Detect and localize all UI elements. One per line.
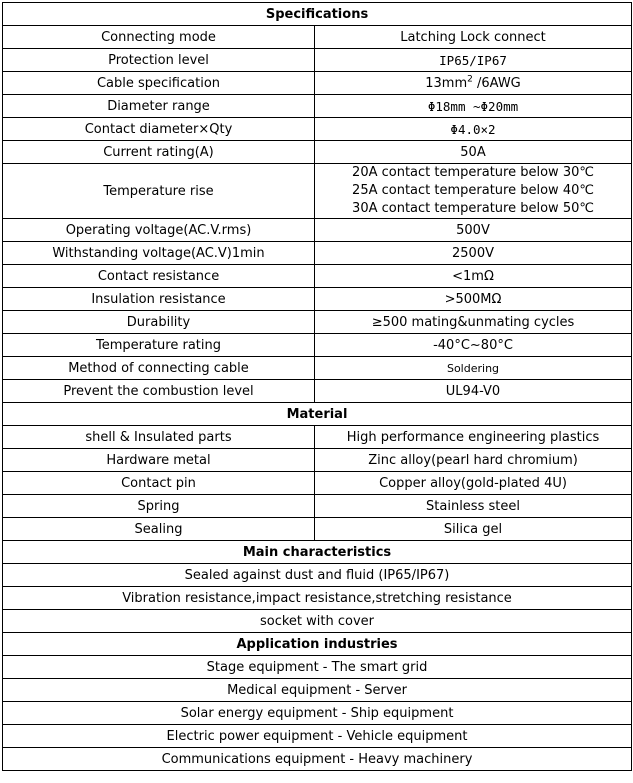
specifications-table (2, 2, 632, 771)
table-row (3, 495, 632, 518)
section-header-row (3, 633, 632, 656)
table-row (3, 449, 632, 472)
cable-value-rest: /6AWG (472, 75, 521, 91)
table-row (3, 219, 632, 242)
spec-value (315, 164, 632, 219)
application-item: Communications equipment - Heavy machinery (3, 748, 632, 771)
table-row (3, 725, 632, 748)
spec-value: Φ4.0×2 (315, 118, 632, 141)
table-row (3, 49, 632, 72)
spec-label: Cable specification (3, 72, 315, 95)
table-row (3, 118, 632, 141)
spec-value: IP65/IP67 (315, 49, 632, 72)
cable-value-sup: 2 (467, 74, 473, 85)
table-row (3, 288, 632, 311)
specifications-title: Specifications (3, 3, 632, 26)
spec-value: UL94-V0 (315, 380, 632, 403)
cable-value-main: 13mm (425, 75, 468, 91)
material-label: Sealing (3, 518, 315, 541)
spec-value: Soldering (315, 357, 632, 380)
section-header-row (3, 3, 632, 26)
table-row (3, 702, 632, 725)
table-row (3, 72, 632, 95)
application-item: Medical equipment - Server (3, 679, 632, 702)
table-row (3, 164, 632, 219)
material-label: shell & Insulated parts (3, 426, 315, 449)
material-value: Zinc alloy(pearl hard chromium) (315, 449, 632, 472)
material-label: Contact pin (3, 472, 315, 495)
spec-label: Temperature rise (3, 164, 315, 219)
spec-label: Durability (3, 311, 315, 334)
spec-value: <1mΩ (315, 265, 632, 288)
section-header-row (3, 403, 632, 426)
table-row (3, 518, 632, 541)
spec-value: Latching Lock connect (315, 26, 632, 49)
table-row (3, 656, 632, 679)
spec-label: Operating voltage(AC.V.rms) (3, 219, 315, 242)
spec-label: Method of connecting cable (3, 357, 315, 380)
table-row (3, 610, 632, 633)
material-label: Spring (3, 495, 315, 518)
spec-value (315, 72, 632, 95)
table-row (3, 564, 632, 587)
table-row (3, 95, 632, 118)
spec-value: 2500V (315, 242, 632, 265)
material-value: Silica gel (315, 518, 632, 541)
applications-title: Application industries (3, 633, 632, 656)
table-row (3, 357, 632, 380)
table-row (3, 472, 632, 495)
spec-label: Insulation resistance (3, 288, 315, 311)
characteristics-title: Main characteristics (3, 541, 632, 564)
table-row (3, 679, 632, 702)
table-row (3, 265, 632, 288)
spec-value: Φ18mm ~Φ20mm (315, 95, 632, 118)
spec-value: -40°C~80°C (315, 334, 632, 357)
spec-value: 500V (315, 219, 632, 242)
table-row (3, 26, 632, 49)
table-row (3, 334, 632, 357)
characteristic-item: Vibration resistance,impact resistance,stretching resistance (3, 587, 632, 610)
spec-label: Connecting mode (3, 26, 315, 49)
spec-label: Diameter range (3, 95, 315, 118)
application-item: Electric power equipment - Vehicle equipment (3, 725, 632, 748)
table-row (3, 311, 632, 334)
material-label: Hardware metal (3, 449, 315, 472)
spec-label: Prevent the combustion level (3, 380, 315, 403)
material-value: High performance engineering plastics (315, 426, 632, 449)
spec-label: Protection level (3, 49, 315, 72)
spec-label: Current rating(A) (3, 141, 315, 164)
material-value: Stainless steel (315, 495, 632, 518)
spec-value: >500MΩ (315, 288, 632, 311)
application-item: Solar energy equipment - Ship equipment (3, 702, 632, 725)
spec-label: Temperature rating (3, 334, 315, 357)
table-row (3, 587, 632, 610)
table-row (3, 380, 632, 403)
spec-label: Contact resistance (3, 265, 315, 288)
spec-label: Withstanding voltage(AC.V)1min (3, 242, 315, 265)
section-header-row (3, 541, 632, 564)
material-title: Material (3, 403, 632, 426)
spec-value: ≥500 mating&unmating cycles (315, 311, 632, 334)
table-row (3, 242, 632, 265)
application-item: Stage equipment - The smart grid (3, 656, 632, 679)
table-row (3, 748, 632, 771)
table-row (3, 141, 632, 164)
table-row (3, 426, 632, 449)
spec-label: Contact diameter×Qty (3, 118, 315, 141)
temp-rise-line: 30A contact temperature below 50℃ (352, 201, 594, 216)
temp-rise-line: 20A contact temperature below 30℃ (352, 165, 594, 180)
characteristic-item: socket with cover (3, 610, 632, 633)
temp-rise-line: 25A contact temperature below 40℃ (352, 183, 594, 198)
spec-value: 50A (315, 141, 632, 164)
characteristic-item: Sealed against dust and fluid (IP65/IP67) (3, 564, 632, 587)
material-value: Copper alloy(gold-plated 4U) (315, 472, 632, 495)
